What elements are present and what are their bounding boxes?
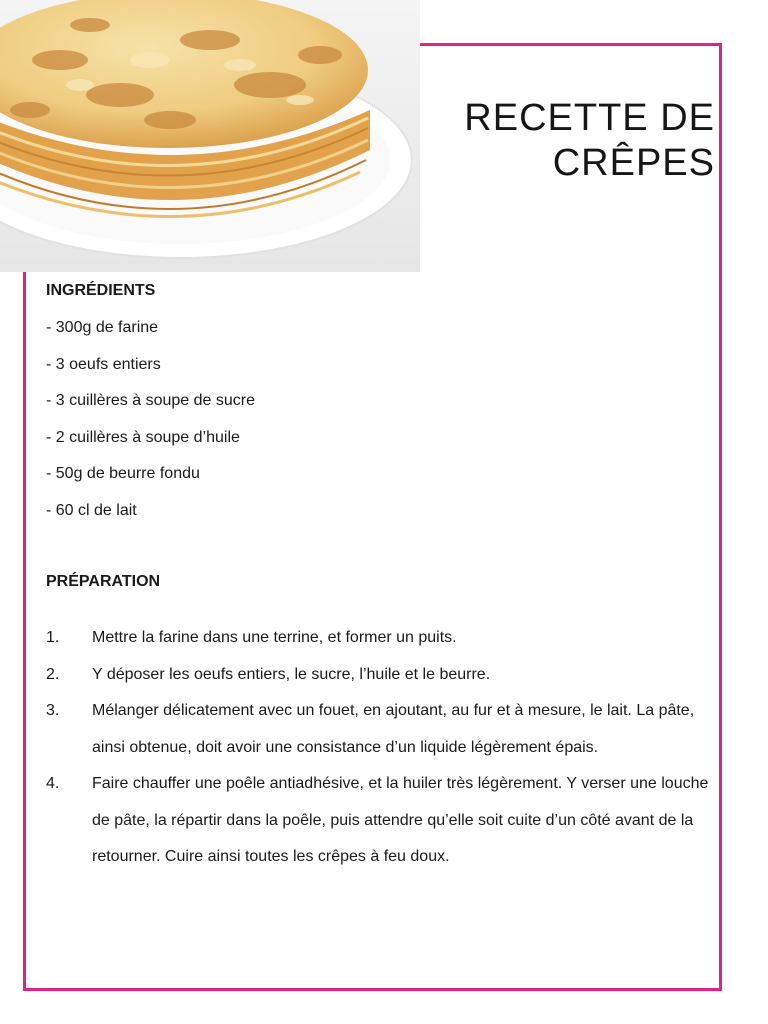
title-line-1: RECETTE DE xyxy=(464,97,715,139)
step-number: 4. xyxy=(46,775,60,792)
page-title xyxy=(464,96,715,186)
ingredient-item: - 3 cuillères à soupe de sucre xyxy=(46,392,255,409)
step-number: 1. xyxy=(46,629,60,646)
title-line-2: CRÊPES xyxy=(552,142,715,184)
ingredients-list xyxy=(46,310,255,529)
crepes-illustration xyxy=(0,0,420,272)
step-number: 3. xyxy=(46,702,60,719)
preparation-heading: PRÉPARATION xyxy=(46,573,161,590)
preparation-steps xyxy=(46,620,716,876)
crepes-photo xyxy=(0,0,420,272)
step-item xyxy=(46,620,716,657)
step-number: 2. xyxy=(46,665,60,683)
ingredients-heading: INGRÉDIENTS xyxy=(46,282,156,299)
ingredient-item: - 60 cl de lait xyxy=(46,501,137,519)
step-text: Faire chauffer une poêle antiadhésive, et la huiler très légèrement. Y verser une louche de pâte, la répartir dans la poêle, puis attendre qu’elle soit cuite d’un côté avant de la retourner. Cuire ainsi toutes les crêpes à feu doux. xyxy=(92,775,709,865)
ingredient-item: - 3 oeufs entiers xyxy=(46,355,161,373)
step-text: Mélanger délicatement avec un fouet, en ajoutant, au fur et à mesure, le lait. La pâte, ainsi obtenue, doit avoir une consistance d’un liquide légèrement épais. xyxy=(92,702,695,756)
step-item xyxy=(46,657,716,694)
ingredient-item: - 2 cuillères à soupe d’huile xyxy=(46,428,240,446)
step-item xyxy=(46,693,716,766)
ingredient-item: - 300g de farine xyxy=(46,319,159,336)
step-text: Y déposer les oeufs entiers, le sucre, l’huile et le beurre. xyxy=(92,665,491,683)
step-text: Mettre la farine dans une terrine, et former un puits. xyxy=(92,629,457,646)
ingredient-item: - 50g de beurre fondu xyxy=(46,465,200,482)
step-item xyxy=(46,766,716,876)
